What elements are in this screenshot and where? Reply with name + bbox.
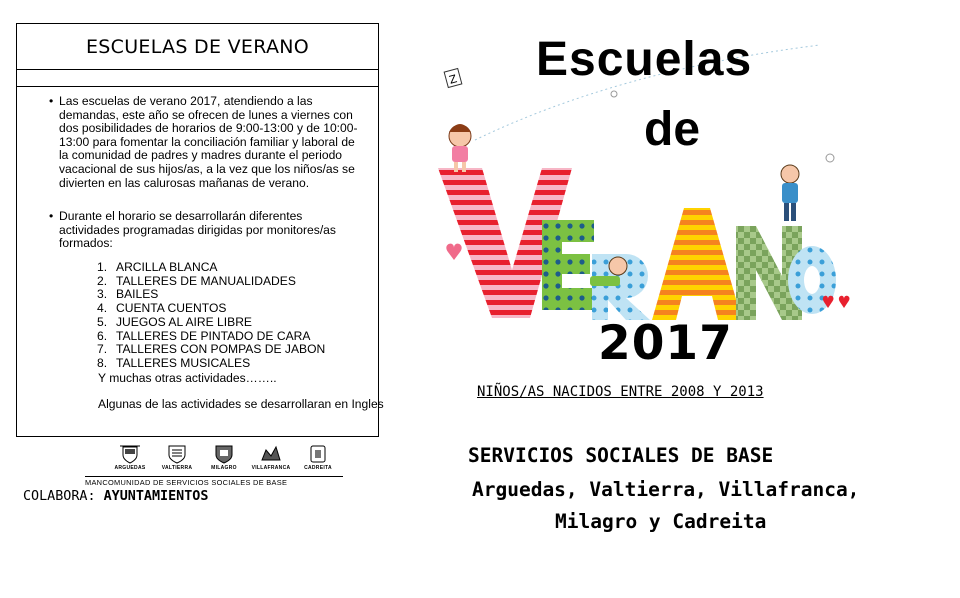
boy-figure-icon xyxy=(781,165,799,221)
flower-icon xyxy=(826,154,834,162)
coat-of-arms-icon xyxy=(119,444,141,464)
leaflet-title: ESCUELAS DE VERANO xyxy=(85,35,310,58)
towns-line-1: Arguedas, Valtierra, Villafranca, xyxy=(472,478,860,501)
leaflet-title-box xyxy=(17,24,378,70)
heart-icon xyxy=(446,244,461,260)
letter-e xyxy=(542,220,596,310)
list-item: 7. TALLERES CON POMPAS DE JABON xyxy=(97,342,326,357)
coat-of-arms-icon xyxy=(307,444,329,464)
heart-icon xyxy=(839,296,850,308)
more-activities-text: Y muchas otras actividades…….. xyxy=(98,371,277,385)
bullet-icon: • xyxy=(49,94,54,108)
cover-title-line-2: de xyxy=(644,103,701,156)
list-item: 4. CUENTA CUENTOS xyxy=(97,301,227,316)
list-item: 1. ARCILLA BLANCA xyxy=(97,260,218,274)
colabora-line xyxy=(23,489,208,504)
list-item: 5. JUEGOS AL AIRE LIBRE xyxy=(97,314,252,329)
cover-year: 2017 xyxy=(598,316,733,371)
coat-of-arms-icon xyxy=(213,444,235,464)
towns-line-2: Milagro y Cadreita xyxy=(555,510,767,533)
activity-list xyxy=(97,261,325,371)
divider xyxy=(85,476,343,477)
services-title: SERVICIOS SOCIALES DE BASE xyxy=(468,444,774,467)
cover-title-line-1: Escuelas xyxy=(536,33,753,86)
schedule-paragraph xyxy=(49,94,361,190)
colabora-value: AYUNTAMIENTOS xyxy=(103,489,209,504)
girl-figure-icon xyxy=(449,124,471,172)
mancomunidad-label: MANCOMUNIDAD DE SERVICIOS SOCIALES DE BASE xyxy=(85,478,288,487)
list-item: 8. TALLERES MUSICALES xyxy=(97,355,251,370)
list-item: 3. BAILES xyxy=(97,287,159,302)
list-item: 6. TALLERES DE PINTADO DE CARA xyxy=(97,328,311,343)
logo-milagro: MILAGRO xyxy=(202,444,246,471)
coat-of-arms-icon xyxy=(166,444,188,464)
activities-intro-text: Durante el horario se desarrollarán diferentes actividades programadas dirigidas por monitores/as formados: xyxy=(59,209,336,251)
english-note: Algunas de las actividades se desarrollaran en Ingles xyxy=(98,397,384,411)
svg-text:Z: Z xyxy=(447,72,459,87)
leaflet-panel xyxy=(16,23,384,437)
logo-arguedas: ARGUEDAS xyxy=(108,444,152,471)
logo-cadreita: CADREITA xyxy=(296,444,340,471)
colabora-label: COLABORA: xyxy=(23,489,96,504)
list-item: 2. TALLERES DE MANUALIDADES xyxy=(97,273,296,288)
logo-valtierra: VALTIERRA xyxy=(155,444,199,471)
bullet-icon: • xyxy=(49,209,54,223)
logo-villafranca: VILLAFRANCA xyxy=(249,444,293,471)
birth-years-note: NIÑOS/AS NACIDOS ENTRE 2008 Y 2013 xyxy=(477,384,764,400)
municipal-logos xyxy=(108,444,340,471)
activities-intro xyxy=(49,209,349,251)
schedule-text: Las escuelas de verano 2017, atendiendo a las demandas, este año se ofrecen de lunes a viernes con dos posibilidades de horarios de 9:00-13:00 y de 10:00-13:00 para fomentar la conciliación familiar y laboral de la comunidad de padres y madres durante el periodo vacacional de sus hijos/as, a la vez que los niños/as se divierten en las calurosas mañanas de verano. xyxy=(59,94,358,190)
leaflet-body xyxy=(17,86,384,436)
coat-of-arms-icon xyxy=(260,444,282,464)
letter-a xyxy=(652,208,742,320)
flower-icon xyxy=(611,91,617,97)
